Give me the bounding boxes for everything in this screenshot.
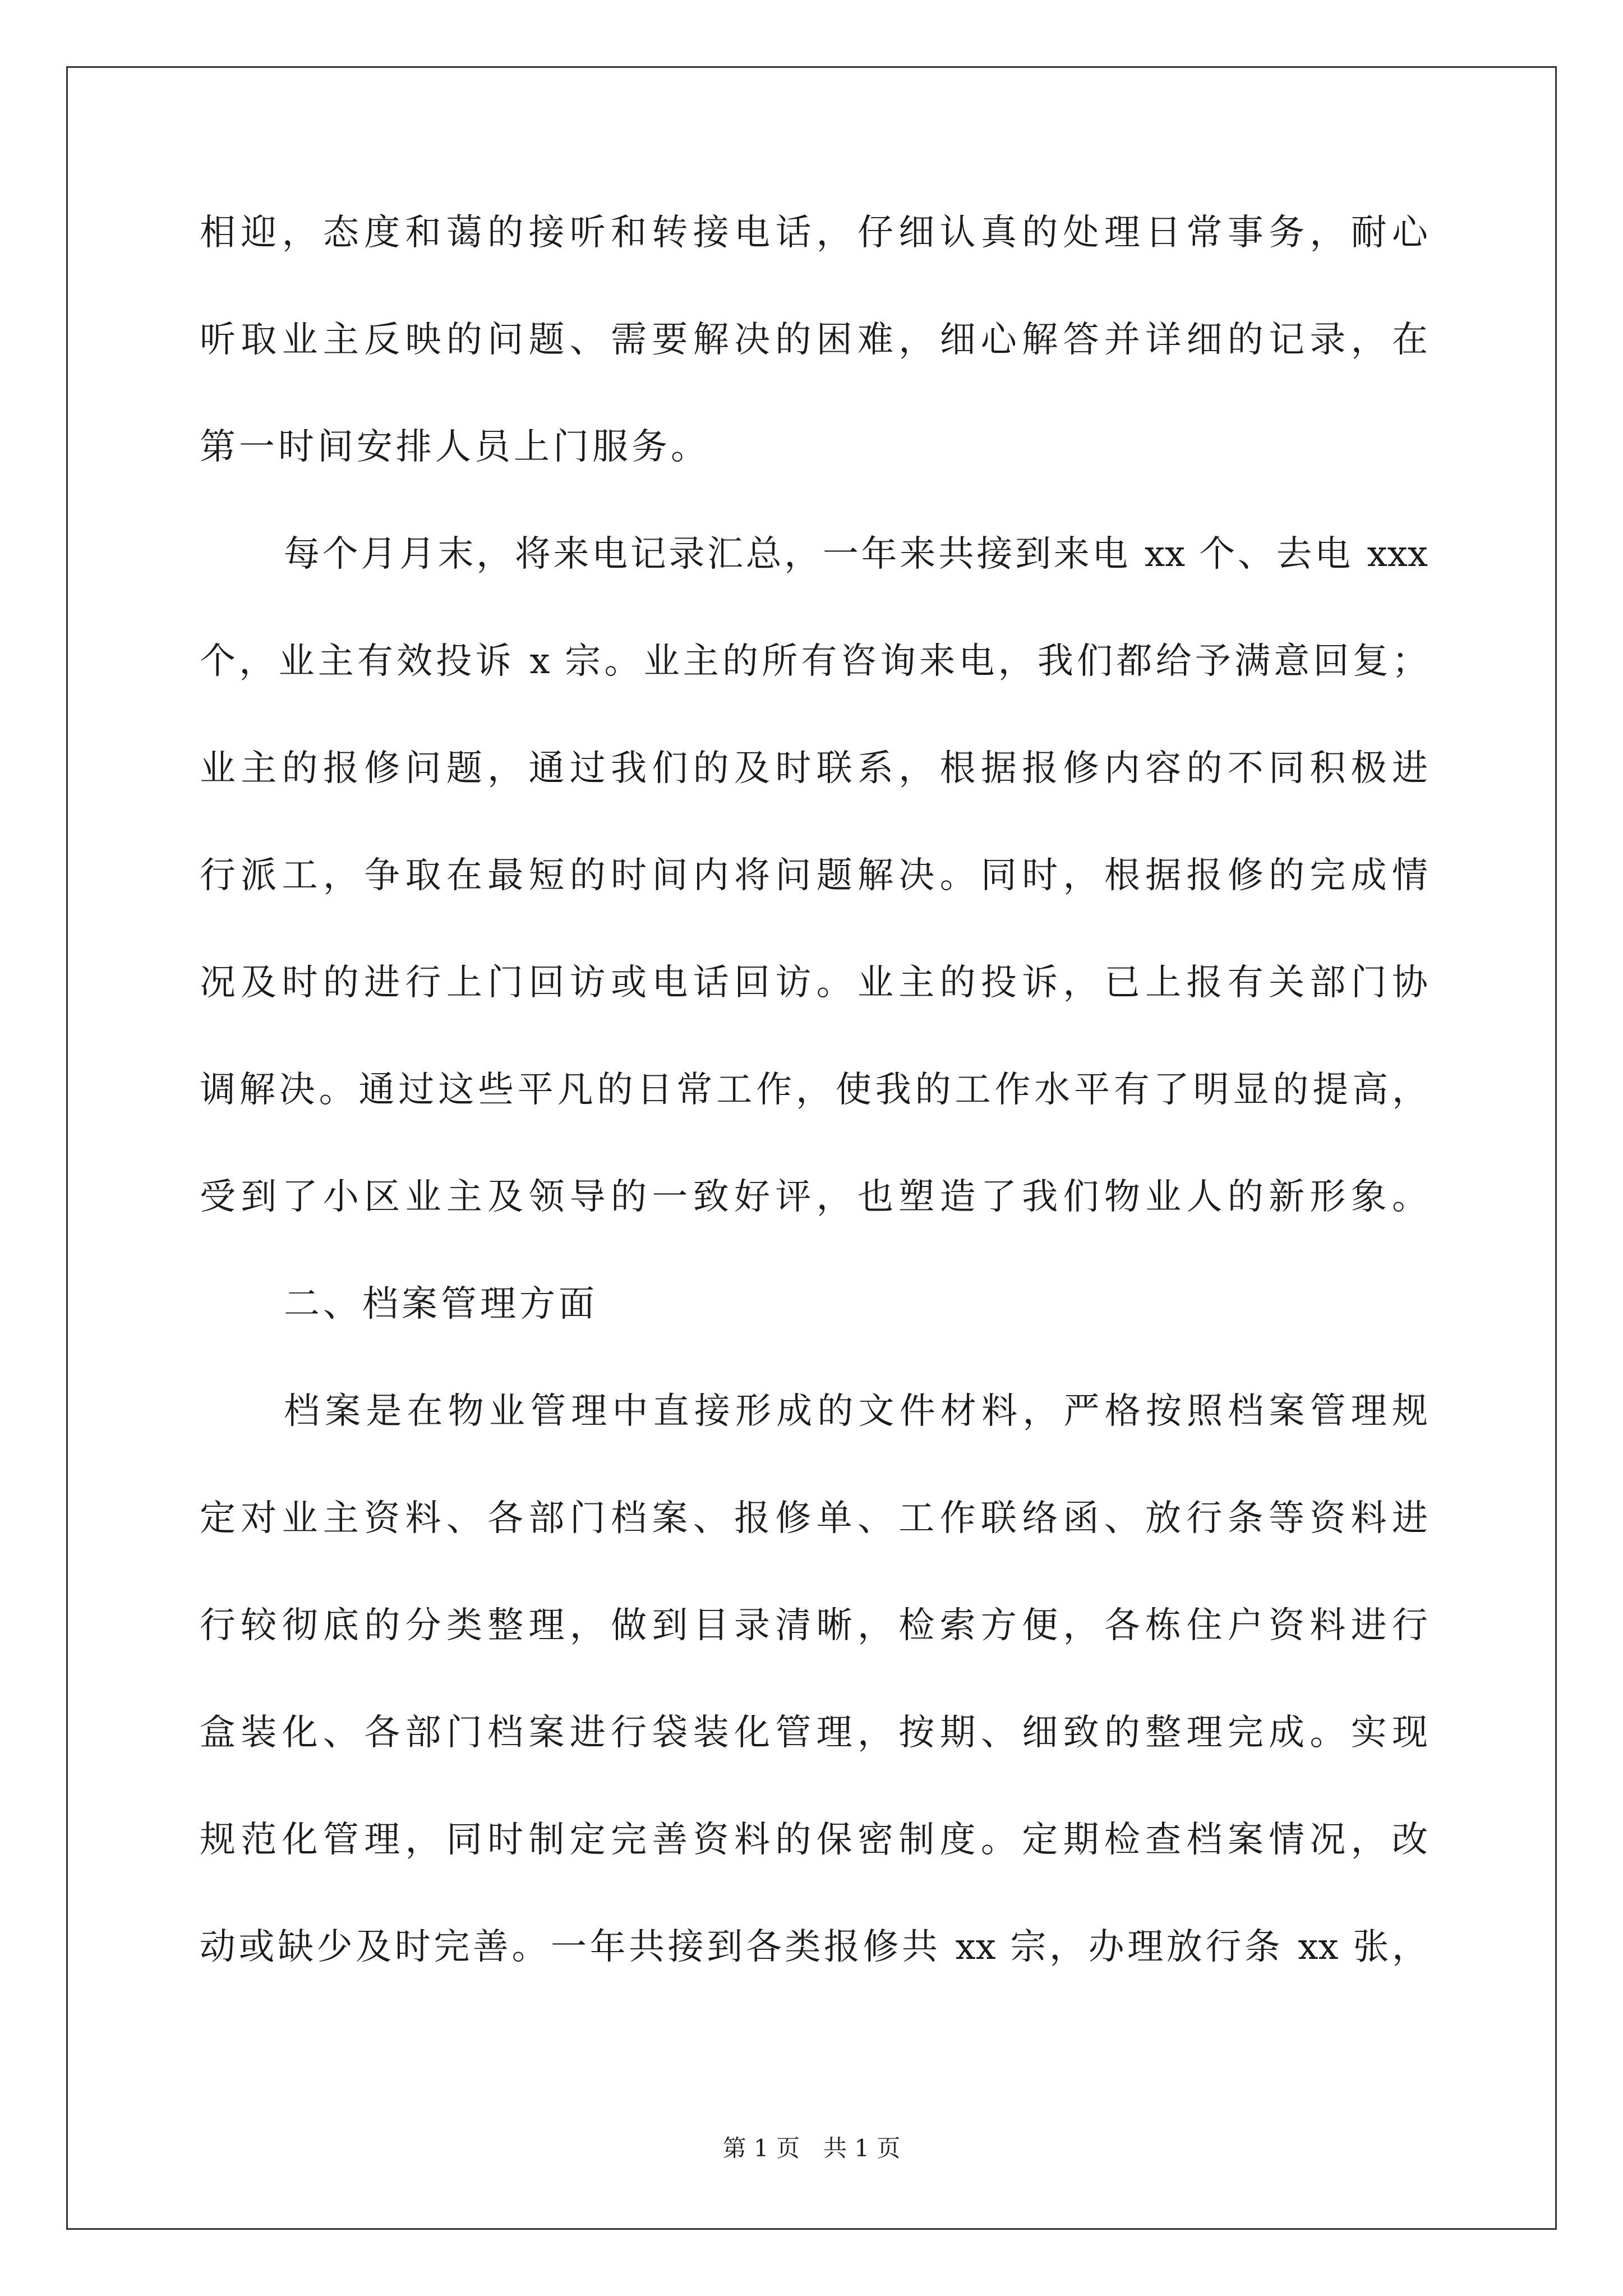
text-line: 受到了小区业主及领导的一致好评，也塑造了我们物业人的新形象。 (200, 1176, 1428, 1218)
text-line: 相迎，态度和蔼的接听和转接电话，仔细认真的处理日常事务，耐心 (200, 212, 1428, 254)
text-line: 第一时间安排人员上门服务。 (200, 426, 710, 468)
text-line: 听取业主反映的问题、需要解决的困难，细心解答并详细的记录，在 (200, 319, 1428, 361)
text-line: 定对业主资料、各部门档案、报修单、工作联络函、放行条等资料进 (200, 1498, 1428, 1539)
document-body (200, 208, 1428, 2029)
text-line: 况及时的进行上门回访或电话回访。业主的投诉，已上报有关部门协 (200, 962, 1428, 1004)
text-line: 个，业主有效投诉 x 宗。业主的所有咨询来电，我们都给予满意回复； (200, 641, 1428, 682)
text-line: 动或缺少及时完善。一年共接到各类报修共 xx 宗，办理放行条 xx 张， (200, 1926, 1428, 1968)
text-line: 规范化管理，同时制定完善资料的保密制度。定期检查档案情况，改 (200, 1819, 1428, 1861)
text-line: 调解决。通过这些平凡的日常工作，使我的工作水平有了明显的提高， (200, 1069, 1428, 1111)
page-footer: 第 1 页 共 1 页 (722, 2134, 901, 2162)
section-heading: 二、档案管理方面 (284, 1283, 598, 1325)
text-line: 行较彻底的分类整理，做到目录清晰，检索方便，各栋住户资料进行 (200, 1605, 1428, 1646)
text-line: 盒装化、各部门档案进行袋装化管理，按期、细致的整理完成。实现 (200, 1712, 1428, 1754)
text-line: 业主的报修问题，通过我们的及时联系，根据报修内容的不同积极进 (200, 748, 1428, 789)
paragraph-first-line: 档案是在物业管理中直接形成的文件材料，严格按照档案管理规 (284, 1391, 1428, 1432)
paragraph-first-line: 每个月月末，将来电记录汇总，一年来共接到来电 xx 个、去电 xxx (284, 533, 1428, 575)
text-line: 行派工，争取在最短的时间内将问题解决。同时，根据报修的完成情 (200, 855, 1428, 896)
